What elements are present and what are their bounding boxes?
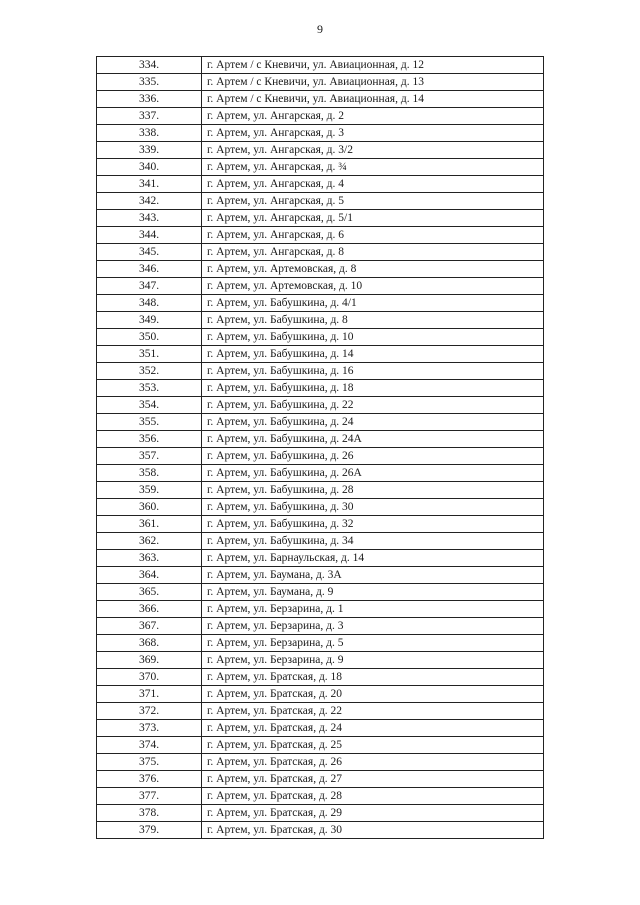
row-number: 366. xyxy=(97,601,202,618)
row-number: 364. xyxy=(97,567,202,584)
table-row xyxy=(97,380,544,397)
row-number: 377. xyxy=(97,788,202,805)
row-number: 341. xyxy=(97,176,202,193)
address-table-body xyxy=(97,57,544,839)
table-row xyxy=(97,312,544,329)
table-row xyxy=(97,754,544,771)
row-address: г. Артем, ул. Ангарская, д. 6 xyxy=(202,227,544,244)
table-row xyxy=(97,805,544,822)
row-number: 337. xyxy=(97,108,202,125)
table-row xyxy=(97,703,544,720)
row-number: 344. xyxy=(97,227,202,244)
table-row xyxy=(97,91,544,108)
row-address: г. Артем, ул. Бабушкина, д. 24 xyxy=(202,414,544,431)
row-address: г. Артем, ул. Баумана, д. 3А xyxy=(202,567,544,584)
row-address: г. Артем, ул. Ангарская, д. 4 xyxy=(202,176,544,193)
row-address: г. Артем, ул. Берзарина, д. 9 xyxy=(202,652,544,669)
row-address: г. Артем, ул. Братская, д. 22 xyxy=(202,703,544,720)
row-number: 372. xyxy=(97,703,202,720)
row-address: г. Артем, ул. Братская, д. 18 xyxy=(202,669,544,686)
row-number: 376. xyxy=(97,771,202,788)
row-address: г. Артем, ул. Бабушкина, д. 22 xyxy=(202,397,544,414)
row-address: г. Артем / с Кневичи, ул. Авиационная, д. 12 xyxy=(202,57,544,74)
row-number: 343. xyxy=(97,210,202,227)
table-row xyxy=(97,550,544,567)
row-address: г. Артем, ул. Ангарская, д. 5/1 xyxy=(202,210,544,227)
row-address: г. Артем, ул. Братская, д. 28 xyxy=(202,788,544,805)
row-address: г. Артем, ул. Бабушкина, д. 34 xyxy=(202,533,544,550)
row-address: г. Артем, ул. Артемовская, д. 8 xyxy=(202,261,544,278)
row-address: г. Артем, ул. Ангарская, д. 2 xyxy=(202,108,544,125)
row-address: г. Артем, ул. Баумана, д. 9 xyxy=(202,584,544,601)
row-address: г. Артем, ул. Бабушкина, д. 10 xyxy=(202,329,544,346)
row-number: 336. xyxy=(97,91,202,108)
table-row xyxy=(97,244,544,261)
row-address: г. Артем, ул. Барнаульская, д. 14 xyxy=(202,550,544,567)
table-row xyxy=(97,788,544,805)
row-address: г. Артем / с Кневичи, ул. Авиационная, д. 14 xyxy=(202,91,544,108)
row-number: 368. xyxy=(97,635,202,652)
table-row xyxy=(97,329,544,346)
row-number: 361. xyxy=(97,516,202,533)
row-number: 360. xyxy=(97,499,202,516)
row-address: г. Артем, ул. Бабушкина, д. 16 xyxy=(202,363,544,380)
row-address: г. Артем, ул. Братская, д. 20 xyxy=(202,686,544,703)
table-row xyxy=(97,652,544,669)
row-address: г. Артем, ул. Берзарина, д. 5 xyxy=(202,635,544,652)
row-number: 374. xyxy=(97,737,202,754)
table-row xyxy=(97,57,544,74)
row-number: 350. xyxy=(97,329,202,346)
row-number: 355. xyxy=(97,414,202,431)
table-row xyxy=(97,74,544,91)
row-number: 358. xyxy=(97,465,202,482)
table-row xyxy=(97,448,544,465)
table-row xyxy=(97,363,544,380)
row-number: 379. xyxy=(97,822,202,839)
row-number: 346. xyxy=(97,261,202,278)
table-row xyxy=(97,533,544,550)
row-number: 354. xyxy=(97,397,202,414)
row-address: г. Артем, ул. Ангарская, д. 8 xyxy=(202,244,544,261)
row-number: 367. xyxy=(97,618,202,635)
row-number: 353. xyxy=(97,380,202,397)
table-row xyxy=(97,635,544,652)
table-row xyxy=(97,210,544,227)
table-row xyxy=(97,346,544,363)
table-row xyxy=(97,125,544,142)
table-row xyxy=(97,482,544,499)
table-row xyxy=(97,431,544,448)
table-row xyxy=(97,567,544,584)
row-number: 349. xyxy=(97,312,202,329)
table-row xyxy=(97,499,544,516)
row-address: г. Артем, ул. Ангарская, д. 3/2 xyxy=(202,142,544,159)
row-address: г. Артем, ул. Берзарина, д. 1 xyxy=(202,601,544,618)
table-row xyxy=(97,193,544,210)
row-number: 347. xyxy=(97,278,202,295)
row-address: г. Артем, ул. Бабушкина, д. 28 xyxy=(202,482,544,499)
row-number: 363. xyxy=(97,550,202,567)
row-number: 339. xyxy=(97,142,202,159)
row-address: г. Артем, ул. Бабушкина, д. 8 xyxy=(202,312,544,329)
row-number: 375. xyxy=(97,754,202,771)
row-number: 342. xyxy=(97,193,202,210)
row-number: 362. xyxy=(97,533,202,550)
row-address: г. Артем, ул. Бабушкина, д. 26А xyxy=(202,465,544,482)
row-number: 359. xyxy=(97,482,202,499)
row-address: г. Артем, ул. Братская, д. 27 xyxy=(202,771,544,788)
table-row xyxy=(97,601,544,618)
row-number: 369. xyxy=(97,652,202,669)
row-number: 357. xyxy=(97,448,202,465)
row-number: 371. xyxy=(97,686,202,703)
row-number: 334. xyxy=(97,57,202,74)
table-row xyxy=(97,771,544,788)
page-number: 9 xyxy=(317,22,323,36)
row-address: г. Артем, ул. Бабушкина, д. 32 xyxy=(202,516,544,533)
row-address: г. Артем, ул. Берзарина, д. 3 xyxy=(202,618,544,635)
row-address: г. Артем, ул. Братская, д. 30 xyxy=(202,822,544,839)
table-row xyxy=(97,669,544,686)
row-address: г. Артем, ул. Братская, д. 25 xyxy=(202,737,544,754)
row-address: г. Артем, ул. Артемовская, д. 10 xyxy=(202,278,544,295)
row-address: г. Артем, ул. Ангарская, д. ¾ xyxy=(202,159,544,176)
row-number: 335. xyxy=(97,74,202,91)
table-row xyxy=(97,822,544,839)
table-row xyxy=(97,720,544,737)
table-row xyxy=(97,618,544,635)
table-row xyxy=(97,737,544,754)
row-address: г. Артем / с Кневичи, ул. Авиационная, д. 13 xyxy=(202,74,544,91)
table-row xyxy=(97,159,544,176)
table-row xyxy=(97,108,544,125)
table-row xyxy=(97,295,544,312)
table-row xyxy=(97,227,544,244)
row-address: г. Артем, ул. Бабушкина, д. 18 xyxy=(202,380,544,397)
table-row xyxy=(97,516,544,533)
row-address: г. Артем, ул. Братская, д. 26 xyxy=(202,754,544,771)
row-address: г. Артем, ул. Братская, д. 24 xyxy=(202,720,544,737)
row-number: 378. xyxy=(97,805,202,822)
row-address: г. Артем, ул. Бабушкина, д. 26 xyxy=(202,448,544,465)
row-number: 338. xyxy=(97,125,202,142)
table-row xyxy=(97,397,544,414)
row-number: 352. xyxy=(97,363,202,380)
row-number: 345. xyxy=(97,244,202,261)
address-table xyxy=(96,56,544,839)
table-row xyxy=(97,465,544,482)
row-address: г. Артем, ул. Бабушкина, д. 24А xyxy=(202,431,544,448)
table-row xyxy=(97,142,544,159)
row-number: 370. xyxy=(97,669,202,686)
row-address: г. Артем, ул. Братская, д. 29 xyxy=(202,805,544,822)
table-row xyxy=(97,261,544,278)
table-row xyxy=(97,176,544,193)
row-number: 356. xyxy=(97,431,202,448)
row-address: г. Артем, ул. Бабушкина, д. 14 xyxy=(202,346,544,363)
table-row xyxy=(97,686,544,703)
row-number: 373. xyxy=(97,720,202,737)
row-number: 348. xyxy=(97,295,202,312)
row-address: г. Артем, ул. Ангарская, д. 3 xyxy=(202,125,544,142)
table-row xyxy=(97,584,544,601)
row-address: г. Артем, ул. Ангарская, д. 5 xyxy=(202,193,544,210)
row-number: 340. xyxy=(97,159,202,176)
row-address: г. Артем, ул. Бабушкина, д. 30 xyxy=(202,499,544,516)
table-row xyxy=(97,278,544,295)
row-address: г. Артем, ул. Бабушкина, д. 4/1 xyxy=(202,295,544,312)
row-number: 351. xyxy=(97,346,202,363)
row-number: 365. xyxy=(97,584,202,601)
table-row xyxy=(97,414,544,431)
